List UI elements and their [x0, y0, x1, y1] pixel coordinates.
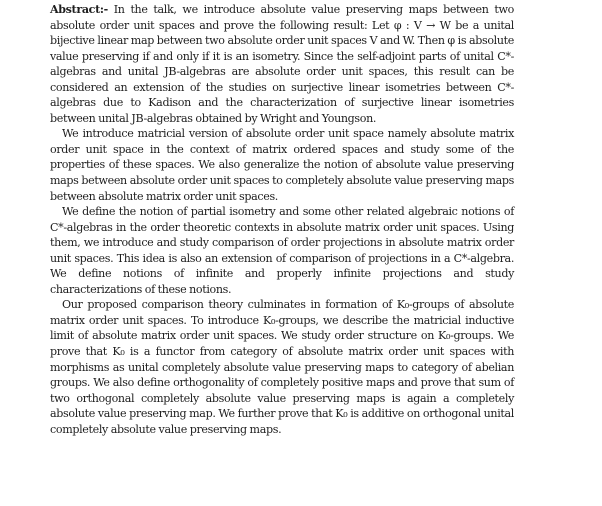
abstract-paragraph-1-text: In the talk, we introduce absolute value preserving maps between two absolute order unit spaces and prove the following result: Let φ : V → W be a unital bijective linear map between two absolute order unit spaces V and W. Then φ is absolute value preserving if and only if it is an isometry. Since the self-adjoint parts of unital C*-algebras and unital JB-algebras are absolute order unit spaces, this result can be considered an extension of the studies on surjective linear isometries between C*-algebras due to Kadison and the characterization of surjective linear isometries between unital JB-algebras obtained by Wright and Youngson. [50, 3, 514, 125]
abstract-section [50, 2, 514, 437]
abstract-paragraph-3: We define the notion of partial isometry and some other related algebraic notions of C*-algebras in the order theoretic contexts in absolute matrix order unit spaces. Using them, we introduce and study comparison of order projections in absolute matrix order unit spaces. This idea is also an extension of comparison of projections in a C*-algebra. We define notions of infinite and properly infinite projections and study characterizations of these notions. [50, 205, 514, 296]
abstract-paragraph-2: We introduce matricial version of absolute order unit space namely absolute matrix order unit space in the context of matrix ordered spaces and study some of the properties of these spaces. We also generalize the notion of absolute value preserving maps between absolute order unit spaces to completely absolute value preserving maps between absolute matrix order unit spaces. [50, 127, 514, 203]
abstract-paragraph-1 [50, 2, 514, 126]
abstract-paragraph-4: Our proposed comparison theory culminates in formation of K₀-groups of absolute matrix order unit spaces. To introduce K₀-groups, we describe the matricial inductive limit of absolute matrix order unit spaces. We study order structure on K₀-groups. We prove that K₀ is a functor from category of absolute matrix order unit spaces with morphisms as unital completely absolute value preserving maps to category of abelian groups. We also define orthogonality of completely positive maps and prove that sum of two orthogonal completely absolute value preserving maps is again a completely absolute value preserving map. We further prove that K₀ is additive on orthogonal unital completely absolute value preserving maps. [50, 298, 514, 436]
abstract-heading: Abstract:- [50, 3, 108, 16]
